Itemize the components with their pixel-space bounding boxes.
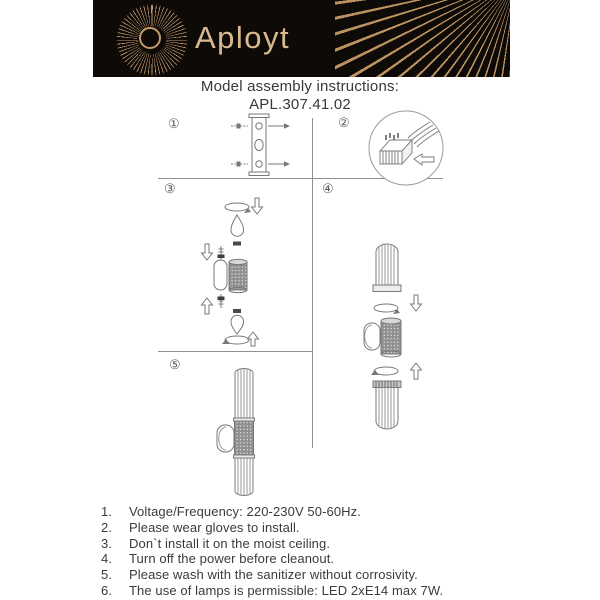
shade-installation-diagram xyxy=(352,235,444,435)
sunburst-logo-core xyxy=(139,27,161,49)
brand-logo-text: Aployt xyxy=(195,20,291,55)
panel-label-4: ④ xyxy=(322,181,334,196)
screw-icon xyxy=(218,246,225,260)
brand-banner xyxy=(93,0,510,77)
screw-icon xyxy=(218,294,225,308)
list-item-text: The use of lamps is permissible: LED 2xE14 max 7W. xyxy=(129,582,444,598)
down-arrow-icon xyxy=(252,198,263,214)
list-item-text: Please wear gloves to install. xyxy=(129,519,300,535)
model-number: APL.307.41.02 xyxy=(249,96,351,113)
list-item-number: 4. xyxy=(101,551,113,567)
mounting-plate-icon xyxy=(249,114,269,176)
list-item xyxy=(101,504,561,520)
wall-bracket-icon xyxy=(214,260,227,290)
arrow-right-icon xyxy=(268,123,290,129)
down-arrow-icon xyxy=(411,295,422,311)
wall-bracket-icon xyxy=(364,323,380,350)
list-item-text: Please wash with the sanitizer without corrosivity. xyxy=(129,567,418,583)
mesh-body-icon xyxy=(229,259,247,292)
up-arrow-icon xyxy=(202,298,213,314)
bulb-installation-diagram xyxy=(193,194,305,348)
screw-icon xyxy=(231,162,248,166)
rotation-arrow-icon xyxy=(225,203,251,213)
screw-icon xyxy=(231,124,248,128)
list-item-number: 3. xyxy=(101,535,113,551)
panel-label-2: ② xyxy=(338,115,350,130)
instructions-list xyxy=(101,504,561,599)
list-item-text: Turn off the power before cleanout. xyxy=(129,551,335,567)
wall-bracket-icon xyxy=(217,425,234,452)
rotation-arrow-icon xyxy=(222,336,249,344)
list-item-number: 1. xyxy=(101,504,113,519)
rotation-arrow-icon xyxy=(371,367,398,375)
panel-label-1: ① xyxy=(168,116,180,131)
mesh-body-icon xyxy=(234,418,255,458)
up-arrow-icon xyxy=(411,363,422,379)
wiring-detail-diagram xyxy=(364,107,448,189)
horizontal-divider-2 xyxy=(158,351,312,352)
arrow-right-icon xyxy=(268,161,290,167)
list-item xyxy=(101,520,561,536)
panel-label-3: ③ xyxy=(164,181,176,196)
list-item-number: 5. xyxy=(101,567,113,583)
vertical-divider xyxy=(312,118,313,448)
list-item xyxy=(101,536,561,552)
rotation-arrow-icon xyxy=(374,304,400,314)
assembled-fixture-diagram xyxy=(198,363,298,503)
list-item-number: 2. xyxy=(101,519,113,535)
mounting-bracket-diagram xyxy=(228,110,304,180)
list-item-number: 6. xyxy=(101,582,113,598)
list-item xyxy=(101,583,561,599)
decorative-rays xyxy=(335,0,510,77)
up-arrow-icon xyxy=(248,332,259,346)
mesh-body-icon xyxy=(381,318,401,357)
list-item xyxy=(101,567,561,583)
panel-label-5: ⑤ xyxy=(169,357,181,372)
ribbed-glass-shade-icon xyxy=(373,243,401,292)
down-arrow-icon xyxy=(202,244,213,260)
candle-bulb-icon xyxy=(231,215,244,246)
candle-bulb-icon xyxy=(231,309,244,334)
ribbed-glass-shade-icon xyxy=(373,381,401,430)
list-item-text: Voltage/Frequency: 220-230V 50-60Hz. xyxy=(129,504,361,519)
list-item-text: Don`t install it on the moist ceiling. xyxy=(129,535,331,551)
list-item xyxy=(101,551,561,567)
page-title: Model assembly instructions: xyxy=(200,78,400,95)
